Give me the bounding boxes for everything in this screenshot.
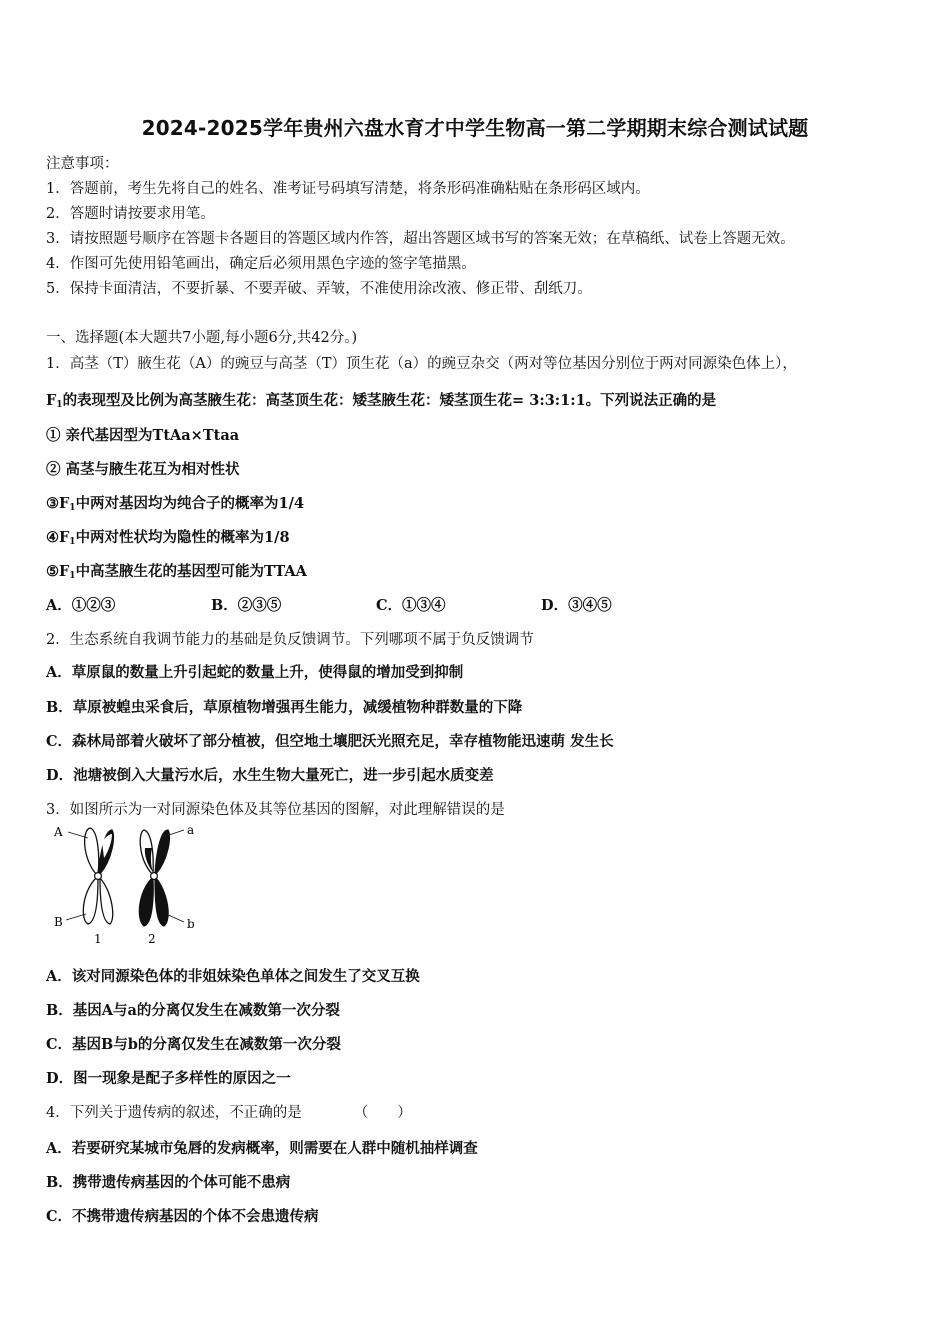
q1-statement [46, 560, 307, 581]
q1-option-c[interactable]: C．①③④ [376, 597, 446, 614]
q1-option-d[interactable]: D．③④⑤ [541, 597, 612, 614]
chromosome-figure [52, 822, 212, 947]
q3-stem: 3．如图所示为一对同源染色体及其等位基因的图解，对此理解错误的是 [46, 802, 505, 818]
notice-item: 5．保持卡面清洁，不要折暴、不要弄破、弄皱，不准使用涂改液、修正带、刮纸刀。 [46, 281, 592, 297]
q1-statement: ② 高茎与腋生花互为相对性状 [46, 461, 240, 478]
q3-option-a[interactable]: A．该对同源染色体的非姐妹染色单体之间发生了交叉互换 [46, 968, 420, 985]
q2-stem: 2．生态系统自我调节能力的基础是负反馈调节。下列哪项不属于负反馈调节 [46, 632, 534, 648]
q1-stem-cont [46, 389, 716, 410]
q1-f1-letter: F [46, 392, 57, 409]
q2-option-b[interactable]: B．草原被蝗虫采食后，草原植物增强再生能力，减缓植物种群数量的下降 [46, 699, 523, 716]
notice-item: 3．请按照题号顺序在答题卡各题目的答题区域内作答，超出答题区域书写的答案无效；在草稿纸、试卷上答题无效。 [46, 231, 795, 247]
chromosome-2 [139, 830, 184, 926]
chromatid-1-bottom-left [83, 878, 98, 924]
statement-text: 中高茎腋生花的基因型可能为TTAA [75, 563, 307, 580]
statement-text: 中两对性状均为隐性的概率为1/8 [75, 529, 290, 546]
q4-option-c[interactable]: C．不携带遗传病基因的个体不会患遗传病 [46, 1208, 319, 1225]
statement-sub: 1 [69, 571, 76, 581]
statement-prefix: ③F [46, 495, 70, 512]
notice-heading: 注意事项： [46, 156, 119, 172]
statement-prefix: ⑤F [46, 563, 70, 580]
q3-option-d[interactable]: D．图一现象是配子多样性的原因之一 [46, 1070, 291, 1087]
label-A: A [54, 825, 63, 839]
pointer-b [166, 914, 184, 922]
q1-statement [46, 526, 290, 547]
q4-answer-paren: （ ） [353, 1105, 412, 1121]
notice-item: 2．答题时请按要求用笔。 [46, 206, 215, 222]
page-title: 2024-2025学年贵州六盘水育才中学生物高一第二学期期末综合测试试题 [141, 116, 809, 140]
q4-stem-text: 4．下列关于遗传病的叙述，不正确的是 [46, 1105, 302, 1121]
chromatid-2-top-left-dark [145, 848, 153, 872]
label-B: B [54, 915, 63, 929]
notice-item: 1．答题前，考生先将自己的姓名、准考证号码填写清楚，将条形码准确粘贴在条形码区域内。 [46, 181, 650, 197]
q1-statement: ① 亲代基因型为TtAa×Ttaa [46, 427, 240, 444]
q2-option-d[interactable]: D．池塘被倒入大量污水后，水生生物大量死亡，进一步引起水质变差 [46, 767, 494, 784]
centromere-1 [95, 873, 102, 880]
pointer-B [66, 914, 86, 920]
q1-options [46, 594, 612, 615]
chromatid-2-bottom-left [139, 878, 153, 926]
q4-option-a[interactable]: A．若要研究某城市兔唇的发病概率，则需要在人群中随机抽样调查 [46, 1140, 478, 1157]
q4-stem [46, 1101, 412, 1122]
q1-stem-text: 的表现型及比例为高茎腋生花：高茎顶生花：矮茎腋生花：矮茎顶生花= 3:3:1:1。下列说法正确的是 [62, 392, 717, 409]
q1-statement [46, 492, 304, 513]
figure-number-1: 1 [94, 932, 102, 946]
q2-option-a[interactable]: A．草原鼠的数量上升引起蛇的数量上升，使得鼠的增加受到抑制 [46, 664, 464, 681]
chromatid-1-bottom-right [100, 878, 113, 924]
chromatid-2-top-right [155, 830, 170, 874]
q1-option-b[interactable]: B．②③⑤ [211, 597, 282, 614]
label-b: b [187, 917, 195, 931]
section-heading: 一、选择题(本大题共7小题,每小题6分,共42分。) [46, 330, 358, 346]
q1-f1-sub: 1 [56, 400, 63, 410]
chromatid-1-top-left [85, 828, 99, 874]
statement-prefix: ④F [46, 529, 70, 546]
statement-text: 中两对基因均为纯合子的概率为1/4 [75, 495, 305, 512]
notice-item: 4．作图可先使用铅笔画出，确定后必须用黑色字迹的签字笔描黑。 [46, 256, 476, 272]
chromosome-1 [66, 828, 114, 924]
q1-stem: 1．高茎（T）腋生花（A）的豌豆与高茎（T）顶生花（a）的豌豆杂交（两对等位基因分别位于两对同源染色体上）， [46, 356, 797, 372]
chromatid-2-bottom-right [155, 878, 168, 926]
centromere-2 [151, 873, 158, 880]
label-a: a [187, 823, 195, 837]
q2-option-c[interactable]: C．森林局部着火破坏了部分植被，但空地土壤肥沃光照充足，幸存植物能迅速萌 发生长 [46, 733, 614, 750]
q4-option-b[interactable]: B．携带遗传病基因的个体可能不患病 [46, 1174, 291, 1191]
statement-sub: 1 [69, 503, 76, 513]
q1-option-a[interactable]: A．①②③ [46, 597, 116, 614]
statement-sub: 1 [69, 537, 76, 547]
q3-option-b[interactable]: B．基因A与a的分离仅发生在减数第一次分裂 [46, 1002, 340, 1019]
q3-option-c[interactable]: C．基因B与b的分离仅发生在减数第一次分裂 [46, 1036, 341, 1053]
figure-number-2: 2 [148, 932, 156, 946]
